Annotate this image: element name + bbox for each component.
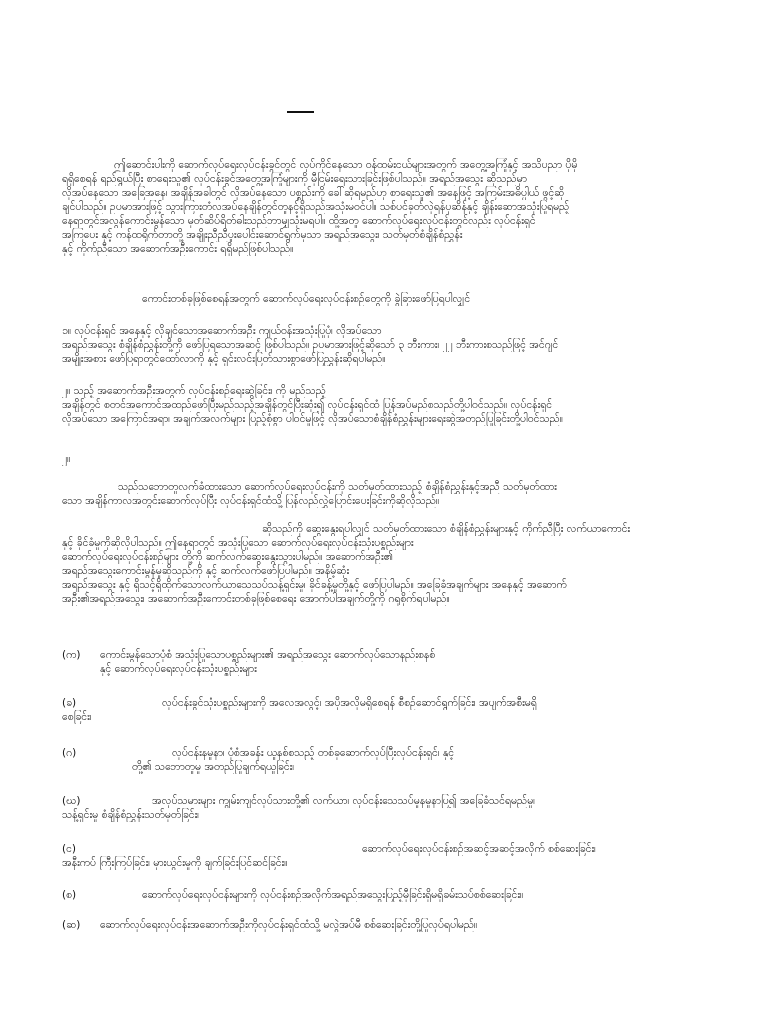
- text-line: အဦး၏အရည်အသွေး၊ အဆောက်အဦးကောင်းတစ်ခုဖြစ်စေရေး အောက်ပါအချက်တို့ကို ဂရုစိုက်ရပါမည်။: [62, 593, 450, 605]
- item-marker: (ဂ): [62, 747, 77, 759]
- item-text: ဆောက်လုပ်ရေးလုပ်ငန်းများကို လုပ်ငန်းစဉ်အလိုက်အရည်အသွေးပြည့်မှီခြင်းရှိမရှိခမ်းသပ်စစ်ဆေးခြင်း။: [142, 889, 524, 901]
- item-text: လုပ်ငန်းနမူနာ၊ ပုံစံအခန်း ယူနစ်စသည့် တစ်ခုဆောက်လုပ်ပြီးလုပ်ငန်းရှင်၊ နှင့်: [172, 747, 455, 759]
- item-text: သန့်ရှင်းမှု စံချိန်စံညွှန်းသတ်မှတ်ခြင်း၊: [62, 809, 199, 821]
- text-line: ဤဆောင်းပါးကို ဆောက်လုပ်ရေးလုပ်ငန်းခွင်တွင် လုပ်ကိုင်နေသော ဝန်ထမ်းငယ်များအတွက် အတွေ့အကြုံနှင့် အသိပညာ ပိုမို: [114, 159, 578, 171]
- text-line: အရည်အသွေး စံချိန်စံညွှန်းတို့ကို ဖော်ပြရသောအဆင့် ဖြစ်ပါသည်။ ဥပမာအားဖြင့်ဆိုသော် ၃ ဘီးကား၊ ၂၂ ဘီးကားစသည်ဖြင့် အင်ဂျင်: [62, 339, 559, 351]
- text-line: သော အချိန်ကာလအတွင်းဆောက်လုပ်ပြီး လုပ်ငန်းရှင်ထံသို့ ပြန်လည်လွှဲပြောင်းပေးခြင်းကိုဆိုလိုသည်။: [62, 495, 440, 507]
- text-line: လိုအပ်သော အကြောင်အရာ၊ အချက်အလက်များ ပြည့်စုံစွာ ပါဝင်မှုဖြင့် လိုအပ်သောစံချိန်စံညွှန်းများရေးဆွဲအတည်ပြုခြင်းတို့ပါဝင်သည်။: [62, 413, 563, 425]
- intro-paragraph: [62, 158, 714, 256]
- item-marker: (စ): [62, 889, 77, 901]
- list-item: [62, 842, 714, 870]
- definition-paragraph: [62, 480, 714, 508]
- item-marker: (ဃ): [62, 795, 81, 807]
- section-heading: [62, 292, 714, 306]
- quality-paragraph: [62, 522, 714, 606]
- list-item: [62, 696, 714, 724]
- item-text: လုပ်ငန်းခွင်သုံးပစ္စည်းများကို အလေအလွင့်၊ အပိုအလိုမရှိစေရန် စီစဉ်ဆောင်ရွက်ခြင်း၊ အပျက်အစီးမရှိ: [162, 697, 537, 709]
- title-rule: [287, 111, 314, 113]
- point-two: [62, 384, 714, 426]
- text-line: ချင်ပါသည်။ ဥပမာအားဖြင့် သွားကြားတံလအပ်နေချိန်တွင်တူနင့်ရှိသည်အသုံးမဝင်ပါ။ သစ်ပင်ခုတ်လှဲရန်ပုဆိန်နှင့် ချိန်းဆောအသုံးပြုရမည့်: [62, 201, 570, 213]
- list-item: [62, 794, 714, 822]
- text-line: အရည်အသွေးကောင်းမွန်မှုဆိုသည်ကို နှင့် ဆက်လက်ဖော်ပြပါမည်။ အနိမ့်ဆုံး: [62, 565, 350, 577]
- item-text: အနီးကပ် ကြီးကြပ်ခြင်း၊ မှားယွင်းမှုကို ချက်ခြင်းပြင်ဆင်ခြင်း။: [62, 857, 288, 869]
- list-item: [62, 746, 714, 774]
- item-marker: (က): [62, 649, 81, 661]
- point-three-marker: [62, 452, 714, 466]
- item-text: စေခြင်း၊: [62, 711, 92, 723]
- item-marker: (ခ): [62, 697, 77, 709]
- text-line: သည်သဘောတူလက်ခံထားသော ဆောက်လုပ်ရေးလုပ်ငန်းကို သတ်မှတ်ထားသည့် စံချိန်စံညွှန်းနှင့်အညီ သတ်မှတ်ထား: [118, 481, 557, 493]
- marker-text: ၂။: [62, 453, 71, 465]
- item-marker: (ဆ): [62, 919, 81, 931]
- text-line: နှင့် ကိုက်ညီသော အဆောက်အဦးကောင်း ရရှိမည်ဖြစ်ပါသည်။: [62, 243, 294, 255]
- text-line: နှင့် ခိုင်ခံမှုကိုဆိုလိုပါသည်။ ဤနေရာတွင် အသုံးပြုသော ဆောက်လုပ်ရေးလုပ်ငန်းသုံးပစ္စည်းများ: [62, 537, 414, 549]
- text-line: လိုအပ်နေသော အခြေအနေ၊ အချိန်အခါတွင် လိုအပ်နေသော ပစ္စည်းကို ခေါ်ဆိုရမည်ဟု စာရေးသူ၏ အနေဖြင့် အကြမ်းအဓိပ္ပါယ် ဖွင့်ဆို: [62, 187, 565, 199]
- item-text: အလုပ်သမားများ ကျွမ်းကျင်လုပ်သားတို့၏ လက်ယာ၊ လုပ်ငန်းသေသပ်မှုနမူနာပြ၍ အခြေခံသင်ရမည်မှု၊: [152, 795, 535, 807]
- text-line: အမျိုးအစား ဖော်ပြရာတွင်ထော်လာကို နှင့် ရှင်းလင်းပြတ်သားစွာဖော်ပြညွှန်းဆိုရပါမည်။: [62, 353, 386, 365]
- text-line: အရည်အသွေး နှင့် ရှိသင့်ရှိထိုက်သောလက်ယာသေသပ်သန့်ရှင်းမှု၊ ခိုင်ခန့်မှုတို့နှင့် ဖော်ပြပါမည်။ အခြေခံအချက်များ အနေနှင့် အဆောက်: [62, 579, 567, 591]
- text-line: အချိန်တွင် စတင်အကောင်အထည်ဖော်ပြီးမည်သည့်အချိန်တွင်ပြီးဆုံး၍ လုပ်ငန်းရှင်ထံ ပြန်အပ်မည်စသည်တို့ပါဝင်သည်။ လုပ်ငန်းရှင်: [62, 399, 553, 411]
- item-text: ကောင်းမွန်သောပုံစံ အသုံးပြုသောပစ္စည်းများ၏ အရည်အသွေး ဆောက်လုပ်သောနည်းစနစ်: [100, 649, 436, 661]
- item-text: နှင့် ဆောက်လုပ်ရေးလုပ်ငန်းသုံးပစ္စည်းများ: [100, 663, 257, 675]
- list-item: [62, 888, 714, 902]
- text-line: ၁။ လုပ်ငန်းရှင် အနေနှင့် လိုချင်သောအဆောက်အဦး ကျယ်ဝန်းအသုံးပြုပုံ၊ လိုအပ်သော: [62, 325, 382, 337]
- text-line: နေရာတွင်အလွန်ကောင်းမွန်သော မုတ်ဆိပ်ရိတ်ဓါးသည်ဘာမျှသုံးမရပါ။ ထို့အတူ ဆောက်လုပ်ရေးလုပ်ငန်းတွင်လည်း လုပ်ငန်းရှင်: [62, 215, 536, 227]
- text-line: အကြပေး နှင့် ကန်ထရိုက်တာတို့ အချိုးညီညီပူးပေါင်းဆောင်ရွက်မှသာ အရည်အသွေး၊ သတ်မှတ်စံချိန်စံညွှန်း: [62, 229, 463, 241]
- item-text: ဆောက်လုပ်ရေးလုပ်ငန်းစဉ်အဆင့်အဆင့်အလိုက် စစ်ဆေးခြင်း၊: [362, 843, 596, 855]
- item-marker: (င): [62, 843, 77, 855]
- text-line: ဆောက်လုပ်ရေးလုပ်ငန်းစဉ်များ တို့ကို ဆက်လက်ဆွေးနွေးသွားပါမည်။ အဆောက်အဦး၏: [62, 551, 393, 563]
- heading-text: ကောင်းတစ်ခုဖြစ်စေရန်အတွက် ဆောက်လုပ်ရေးလုပ်ငန်းစဉ်တွေကို ခွဲခြားဖော်ပြရပါလျှင်: [142, 293, 471, 305]
- point-one: [62, 324, 714, 366]
- item-text: ဆောက်လုပ်ရေးလုပ်ငန်းအဆောက်အဦးကိုလုပ်ငန်းရှင်ထံသို့ မလွဲအပ်မီ စစ်ဆေးခြင်းတို့ပြုလုပ်ရပါမည်။: [100, 919, 478, 931]
- text-line: ရရှိစေရန် ရည်ရွယ်ပြီး စာရေးသူ၏ လုပ်ငန်းခွင်အတွေ့အကြုံများကို မှီငြမ်းရေးသားခြင်းဖြစ်ပါသည်။ အရည်အသွေး ဆိုသည်မှာ: [62, 173, 527, 185]
- item-text: တို့၏ သဘောတူမှု အတည်ပြုချက်ရယူခြင်း၊: [132, 761, 294, 773]
- text-line: ၂။ သည့် အဆောက်အဦးအတွက် လုပ်ငန်းစဉ်ရေးဆွဲခြင်း၊ ကို မည်သည့်: [62, 385, 326, 397]
- list-item: [62, 648, 714, 676]
- text-line: ဆိုသည်ကို ဆွေးနွေးရပါလျှင် သတ်မှတ်ထားသော စံချိန်စံညွှန်းများနှင့် ကိုက်ညီပြီး လက်ယာကောင်း: [262, 523, 631, 535]
- list-item: [62, 918, 714, 932]
